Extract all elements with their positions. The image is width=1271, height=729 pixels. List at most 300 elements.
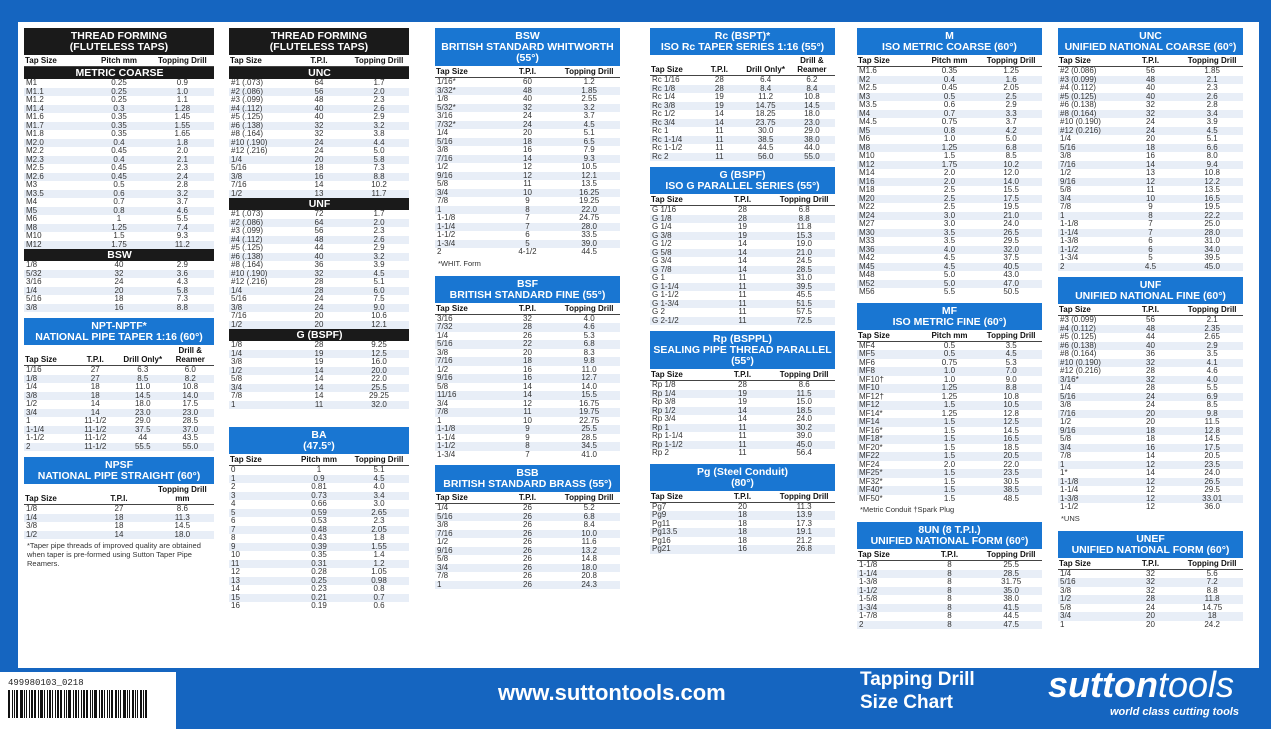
table-cell: #2 (.086)	[229, 219, 289, 228]
table-row	[435, 314, 620, 323]
table-row	[229, 164, 409, 173]
table-row	[435, 417, 620, 426]
table-row	[1058, 621, 1243, 630]
table-cell: 6.0	[184, 365, 196, 374]
table-cell: M22	[859, 203, 875, 211]
column-header: Pitch mm	[919, 55, 981, 67]
table-cell: 12.7	[558, 374, 620, 383]
table-row	[24, 366, 214, 375]
table-cell: 17.5	[980, 195, 1042, 204]
table-row	[857, 612, 1042, 621]
column-header: T.P.I.	[497, 492, 559, 504]
table-cell: 3/8	[1060, 152, 1072, 160]
table-cell: 6.2	[806, 75, 818, 84]
table-cell: 1.5	[943, 443, 956, 452]
table-cell: 32	[289, 122, 349, 131]
table-cell: M2.2	[26, 147, 44, 155]
table-row	[435, 434, 620, 443]
table-cell: 4.6	[558, 323, 620, 332]
table-row	[229, 147, 409, 156]
table-row	[24, 417, 214, 426]
table-cell: 8	[947, 578, 952, 586]
barcode-bar	[29, 690, 30, 718]
table-cell: #10 (0.190)	[1058, 359, 1120, 368]
table-cell: 3/8	[437, 521, 449, 529]
table-row	[1058, 595, 1243, 604]
table-cell: 28	[497, 323, 559, 332]
table-rc	[650, 28, 835, 161]
table-cell: 72.5	[773, 317, 835, 326]
table-cell: 55.5	[119, 443, 167, 452]
table-cell: 2.0	[919, 178, 981, 187]
table-cell: 55.0	[789, 153, 835, 162]
barcode-bar	[120, 690, 121, 718]
header-row	[857, 330, 1042, 342]
table-cell: 0.8	[87, 207, 150, 216]
table-cell: 11	[712, 317, 774, 326]
table-row	[24, 190, 214, 199]
table-row	[435, 223, 620, 232]
table-cell: 1-1/4	[437, 433, 456, 442]
table-cell: 14	[714, 110, 724, 118]
column-header: T.P.I.	[696, 55, 742, 76]
table-cell: Rp 3/8	[652, 398, 676, 406]
table-cell: 24	[289, 304, 349, 313]
table-cell: 28.0	[1181, 229, 1243, 238]
table-cell: G 2-1/2	[650, 317, 712, 326]
table-row	[229, 341, 409, 350]
table-cell: 0.45	[941, 84, 958, 92]
table-cell: 8.8	[349, 173, 409, 182]
table-cell: 0.75	[941, 118, 958, 126]
table-cell: M3.5	[24, 190, 87, 199]
table-cell: 1-1/4	[435, 223, 497, 232]
table-cell: 2.8	[176, 181, 188, 189]
table-row	[24, 139, 214, 148]
table-cell: 2.6	[349, 105, 409, 114]
table-cell: 1-1/4	[1060, 486, 1079, 494]
table-cell: M2.5	[26, 164, 44, 172]
table-cell: 28	[712, 215, 774, 224]
table-row	[435, 451, 620, 460]
table-cell: 18	[90, 383, 100, 391]
table-cell: 3/8	[229, 173, 289, 182]
table-title	[1058, 28, 1243, 55]
table-cell: G 1/2	[652, 240, 672, 248]
table-cell: 10.5	[980, 401, 1042, 410]
table-cell: 14	[738, 240, 747, 248]
table-cell: 6.8	[798, 205, 810, 214]
table-row	[650, 390, 835, 399]
table-cell: 1.0	[919, 367, 981, 376]
header-row	[229, 454, 409, 466]
column-header: Tap Size	[650, 55, 696, 76]
table-cell: Pg9	[650, 511, 712, 520]
table-cell: 23.5	[980, 469, 1042, 478]
table-cell: 5.6	[1206, 569, 1218, 578]
table-cell: 4-1/2	[518, 248, 537, 256]
table-cell: 22	[497, 340, 559, 349]
table-cell: 12.5	[980, 418, 1042, 427]
table-cell: 2.35	[1181, 325, 1243, 334]
table-row	[650, 85, 835, 94]
table-cell: 51.5	[773, 300, 835, 309]
table-cell: 3.2	[558, 104, 620, 113]
table-cell: 8.5	[1005, 152, 1017, 160]
table-cell: 1/4	[24, 287, 87, 296]
barcode-bar	[104, 690, 105, 718]
column-header: T.P.I.	[1120, 558, 1182, 570]
table-cell: 20	[314, 312, 324, 320]
table-cell: 1/4	[229, 287, 289, 296]
table-row	[650, 511, 835, 520]
table-cell: 3.0	[943, 220, 956, 228]
table-cell: 24	[1120, 127, 1182, 136]
table-cell: 1.0	[151, 88, 214, 97]
table-row	[24, 426, 214, 435]
data-table	[650, 491, 835, 554]
table-title	[229, 28, 409, 55]
column-header: Topping Drill mm	[151, 484, 214, 505]
table-cell: 1/8	[437, 95, 449, 103]
website-link[interactable]: www.suttontools.com	[498, 680, 726, 705]
table-cell: 26.8	[773, 545, 835, 554]
column-header: Topping Drill	[1181, 304, 1243, 316]
table-cell: 23.75	[743, 119, 789, 128]
table-row	[650, 240, 835, 249]
table-cell: 60	[523, 77, 532, 86]
table-cell: 41.5	[980, 604, 1042, 613]
table-cell: 20	[1146, 620, 1155, 629]
column-header: Topping Drill	[773, 194, 835, 206]
table-row	[650, 223, 835, 232]
table-cell: 18.5	[1003, 443, 1019, 452]
barcode-bar	[26, 690, 27, 718]
table-cell: 1/4	[437, 331, 449, 340]
table-cell: 4.5	[349, 475, 409, 484]
table-cell: 4.5	[349, 270, 409, 279]
table-cell: 5/8	[437, 382, 449, 391]
table-cell: 5.0	[373, 147, 385, 155]
table-cell: 8	[947, 595, 952, 603]
table-title	[435, 465, 620, 492]
barcode-bar	[129, 690, 130, 718]
table-cell: 1	[1058, 212, 1120, 221]
table-row	[1058, 612, 1243, 621]
table-cell: M1.8	[26, 130, 44, 138]
table-row	[229, 526, 409, 535]
section-row	[24, 249, 214, 261]
table-cell: 1.45	[174, 113, 191, 121]
table-row	[435, 197, 620, 206]
table-cell: 18	[1181, 612, 1243, 621]
table-cell: 14	[712, 266, 774, 275]
table-cell: 9.8	[1181, 410, 1243, 419]
table-cell: 4.5	[919, 263, 981, 272]
table-unf	[1058, 277, 1243, 525]
table-row	[857, 595, 1042, 604]
table-title-line: M	[945, 30, 954, 42]
table-cell: 36	[314, 261, 324, 269]
table-title	[857, 522, 1042, 549]
table-body	[650, 502, 835, 554]
table-row	[435, 366, 620, 375]
header-row	[650, 491, 835, 503]
table-cell: 2.0	[943, 460, 956, 469]
table-cell: 7/8	[437, 572, 449, 580]
table-cell: 1/2	[437, 365, 449, 374]
table-cell: 11.8	[796, 223, 812, 231]
table-cell: 16	[712, 545, 774, 554]
table-cell: 12	[1120, 178, 1182, 187]
table-cell: 0.25	[289, 577, 349, 586]
table-cell: 18	[497, 357, 559, 366]
table-cell: 6	[1120, 246, 1182, 255]
table-cell: 24	[1120, 393, 1182, 402]
table-cell: 1/4	[437, 503, 449, 512]
column-header: Topping Drill	[980, 330, 1042, 342]
table-title-line: (FLUTELESS TAPS)	[269, 41, 369, 53]
column-2	[229, 28, 409, 617]
table-cell: 3.5	[1206, 350, 1218, 358]
brand-bold: sutton	[1048, 664, 1158, 705]
table-row	[1058, 503, 1243, 512]
barcode-bar	[20, 690, 23, 718]
table-cell: 20	[523, 129, 532, 137]
table-cell: 2.65	[1204, 333, 1220, 341]
table-cell: M5	[24, 207, 87, 216]
column-header: Topping Drill	[1181, 558, 1243, 570]
table-row	[24, 79, 214, 88]
table-cell: #3 (.099)	[231, 96, 264, 104]
table-cell: M42	[859, 254, 875, 262]
table-cell: 1.25	[919, 144, 981, 153]
table-cell: Pg16	[652, 536, 671, 545]
table-cell: Rc 3/8	[650, 102, 696, 111]
table-row	[650, 415, 835, 424]
table-row	[24, 261, 214, 270]
table-cell: 12.8	[1003, 409, 1019, 418]
table-cell: 14.0	[167, 392, 215, 401]
table-row	[1058, 384, 1243, 393]
table-row	[857, 587, 1042, 596]
table-cell: 32	[1120, 359, 1182, 368]
table-cell: 1.65	[174, 130, 191, 138]
table-cell: 1/8	[231, 341, 243, 349]
table-row	[857, 220, 1042, 229]
table-cell: 6.9	[1181, 393, 1243, 402]
table-cell: 0.5	[113, 181, 125, 189]
table-cell: 25.5	[349, 384, 409, 393]
table-cell: 3.9	[373, 261, 385, 269]
table-cell: 23.0	[119, 409, 167, 418]
table-cell: M56	[859, 288, 875, 296]
table-cell: 8	[919, 570, 981, 579]
header-row	[650, 55, 835, 76]
data-table	[229, 55, 409, 409]
table-cell: 8	[497, 442, 559, 451]
table-cell: 1	[229, 401, 289, 410]
table-cell: M36	[857, 246, 919, 255]
table-cell: 2.5	[943, 203, 956, 211]
section-label: UNF	[229, 198, 409, 210]
table-row	[1058, 325, 1243, 334]
table-row	[650, 449, 835, 458]
table-cell: 4.0	[583, 314, 595, 323]
table-cell: 44.5	[581, 248, 597, 256]
table-cell: 19	[738, 223, 747, 231]
table-cell: 45.0	[773, 441, 835, 450]
table-cell: 7/16	[231, 181, 247, 189]
header-row	[1058, 558, 1243, 570]
data-table	[435, 66, 620, 257]
table-cell: 16	[523, 146, 532, 154]
table-row	[24, 375, 214, 384]
table-row	[24, 287, 214, 296]
table-cell: MF10†	[859, 375, 884, 384]
table-row	[1058, 569, 1243, 578]
table-cell: 1.5	[943, 152, 956, 160]
table-cell: #5 (0.125)	[1058, 93, 1120, 102]
barcode-bar	[143, 690, 144, 718]
table-cell: 0.43	[311, 534, 327, 542]
table-cell: 20	[1120, 410, 1182, 419]
table-cell: 10.2	[980, 161, 1042, 170]
table-cell: 8.0	[1206, 152, 1218, 160]
section-header	[24, 67, 214, 80]
table-cell: M2.5	[859, 84, 877, 92]
column-header: Tap Size	[229, 454, 289, 466]
header-row	[24, 484, 214, 505]
table-title	[24, 318, 214, 345]
section-label: BSW	[24, 249, 214, 261]
table-row	[435, 112, 620, 121]
table-row	[229, 270, 409, 279]
table-title	[435, 276, 620, 303]
table-cell: G 1/8	[650, 215, 712, 224]
table-row	[1058, 152, 1243, 161]
table-cell: 18	[1120, 144, 1182, 153]
table-cell: 0.39	[289, 543, 349, 552]
table-cell: MF12†	[859, 392, 884, 401]
table-cell: 14	[738, 257, 747, 265]
table-cell: 10	[231, 551, 240, 559]
table-cell: 14	[738, 415, 747, 423]
barcode-bar	[86, 690, 88, 718]
table-cell: 1-1/8	[1060, 220, 1079, 228]
barcode-bar	[127, 690, 128, 718]
table-cell: 29.5	[1003, 237, 1019, 245]
table-row	[24, 198, 214, 207]
table-cell: 0.35	[941, 66, 958, 75]
table-cell: 9.25	[371, 341, 387, 349]
table-cell: #10 (.190)	[229, 139, 289, 148]
table-title	[650, 464, 835, 491]
table-cell: 14	[314, 375, 324, 383]
table-cell: 3/4	[1058, 612, 1120, 621]
table-row	[229, 79, 409, 88]
table-cell: 17.5	[1181, 444, 1243, 453]
table-cell: Rc 1/8	[650, 85, 696, 94]
table-cell: 40	[1120, 93, 1182, 102]
table-cell: 5/16	[26, 295, 42, 303]
table-row	[650, 206, 835, 215]
table-row	[24, 215, 214, 224]
table-cell: 11	[696, 153, 742, 162]
barcode-bar	[60, 690, 62, 718]
table-cell: M3	[26, 181, 38, 189]
data-table	[1058, 55, 1243, 271]
table-body	[650, 206, 835, 326]
table-cell: 4.6	[151, 207, 214, 216]
column-header: Tap Size	[857, 549, 919, 561]
table-cell: 20.8	[581, 572, 597, 580]
table-cell: 0.66	[311, 500, 327, 508]
table-row	[650, 144, 835, 153]
table-cell: M3	[857, 93, 919, 102]
table-cell: #8 (0.164)	[1058, 110, 1120, 119]
table-cell: 2.3	[373, 96, 385, 104]
table-row	[229, 181, 409, 190]
table-cell: 56.4	[796, 449, 812, 457]
table-cell: 30.2	[773, 424, 835, 433]
table-cell: 1.5	[943, 477, 956, 486]
table-cell: 29.0	[804, 127, 820, 135]
barcode-bar	[94, 690, 97, 718]
barcode-bar	[52, 690, 53, 718]
header-row	[24, 55, 214, 67]
table-row	[24, 122, 214, 131]
table-cell: 38.0	[1003, 595, 1019, 603]
table-cell: 1.5	[919, 401, 981, 410]
table-row	[229, 130, 409, 139]
table-cell: 13	[229, 577, 289, 586]
table-cell: 5/16	[435, 513, 497, 522]
table-row	[435, 214, 620, 223]
table-row	[24, 270, 214, 279]
table-title-line: BRITISH STANDARD FINE (55°)	[449, 288, 606, 301]
table-row	[1058, 220, 1243, 229]
table-cell: 26	[523, 572, 532, 580]
table-row	[857, 495, 1042, 504]
table-row	[1058, 178, 1243, 187]
table-cell: 11	[712, 283, 774, 292]
table-row	[229, 227, 409, 236]
table-row	[24, 164, 214, 173]
table-cell: 7/32*	[435, 121, 497, 130]
column-header: Topping Drill	[558, 66, 620, 78]
table-cell: M18	[859, 186, 875, 194]
table-note: *UNS	[1061, 513, 1080, 523]
table-row	[435, 538, 620, 547]
brand-tagline: world class cutting tools	[1110, 706, 1239, 718]
table-cell: 48	[1120, 76, 1182, 85]
table-cell: Pg11	[652, 519, 671, 528]
table-cell: 5/16	[231, 295, 247, 303]
table-cell: #1 (.073)	[231, 79, 264, 87]
table-cell: 3/4	[435, 189, 497, 198]
table-row	[435, 323, 620, 332]
table-cell: MF25*	[857, 469, 919, 478]
table-title-line: UNIFIED NATIONAL FORM (60°)	[870, 535, 1029, 547]
column-5	[857, 28, 1042, 635]
table-title	[24, 28, 214, 55]
table-row	[24, 400, 214, 409]
table-cell: 8	[919, 587, 981, 596]
table-cell: 14	[1146, 469, 1155, 477]
column-header: Drill Only*	[119, 345, 167, 366]
column-header: Pitch mm	[289, 454, 349, 466]
